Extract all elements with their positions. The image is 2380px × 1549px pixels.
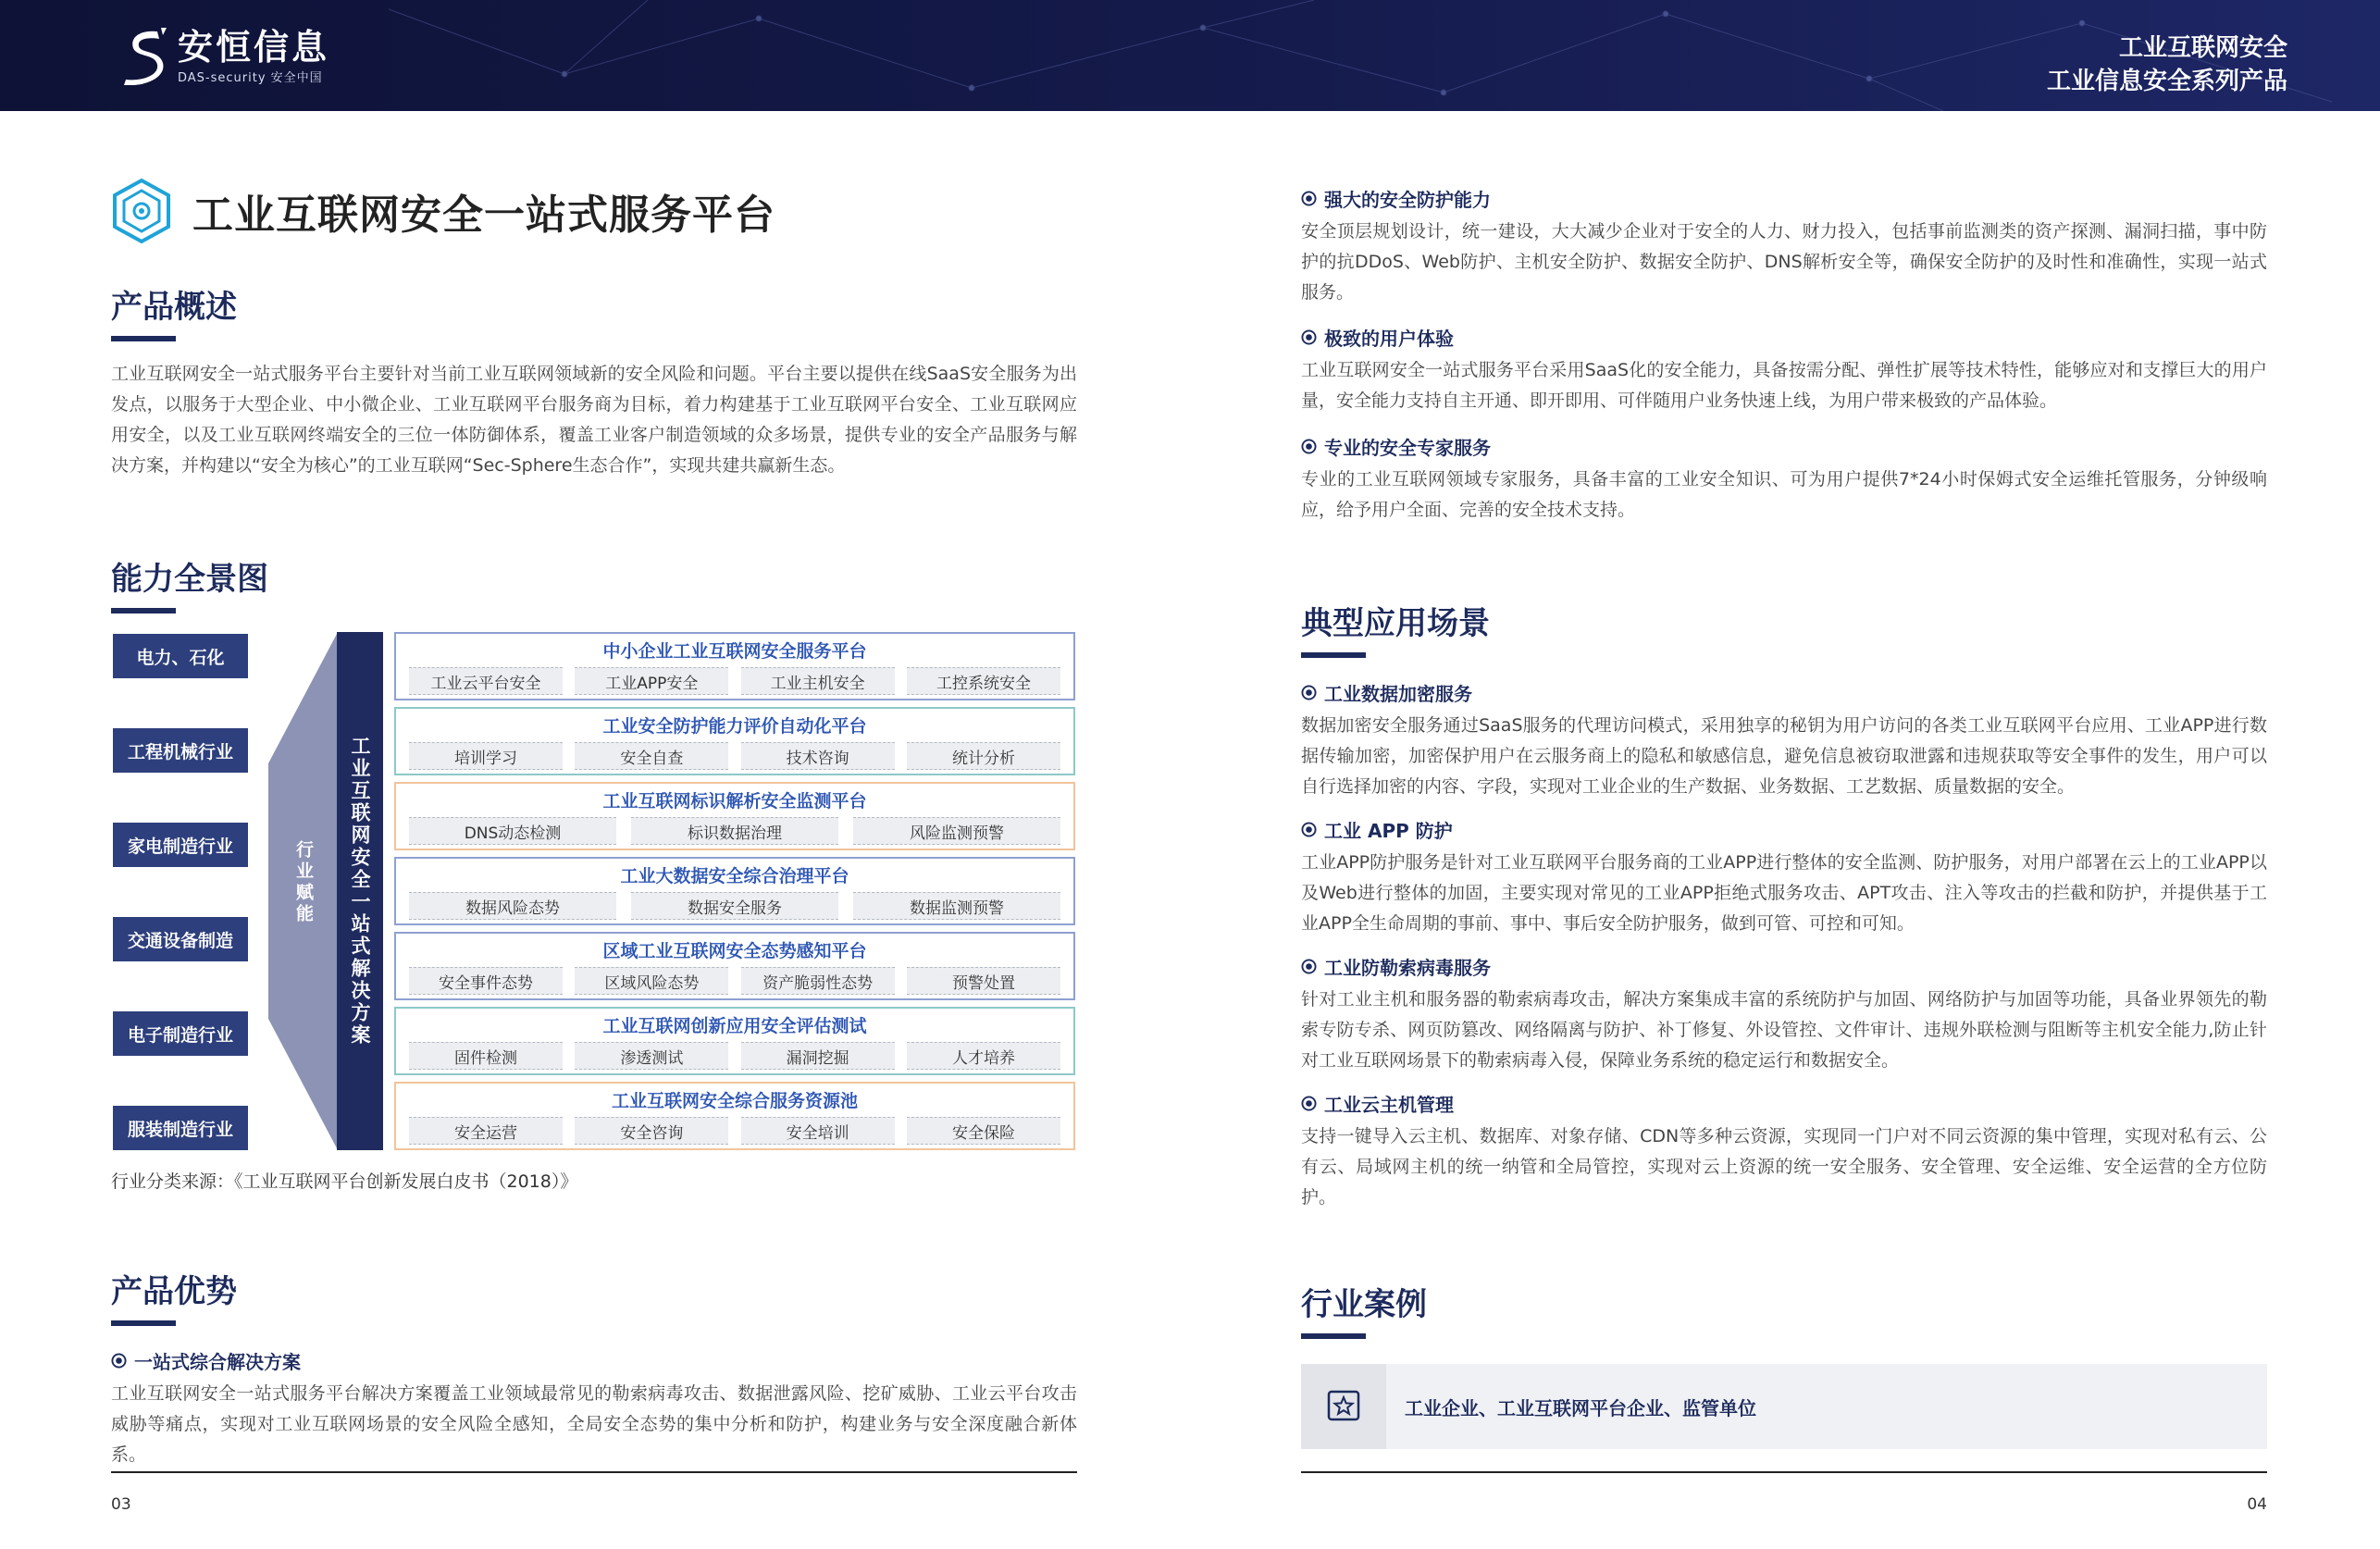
scenario-heading-text: 工业数据加密服务 [1324,683,1472,705]
platform-item: 渗透测试 [575,1042,728,1070]
platform-item: 技术咨询 [741,742,895,770]
target-bullet-icon [1301,439,1317,454]
platform-item: 工业主机安全 [741,667,895,695]
advantage-heading-text: 强大的安全防护能力 [1324,189,1491,211]
platform-item: 工控系统安全 [907,667,1060,695]
platform-item: 安全事件态势 [409,967,563,995]
platform-sme-security-service [394,632,1075,700]
scenario-app-protection-text: 工业APP防护服务是针对工业互联网平台服务商的工业APP进行整体的安全监测、防护服务，对用户部署在云上的工业APP以及Web进行整体的加固，主要实现对常见的工业APP拒绝式服务攻击、APT攻击、注入等攻击的拦截和防护，并提供基于工业APP全生命周期的事前、事中、事后安全防护服务，做到可管、可控和可知。 [1301,852,2267,934]
advantage-expert-text: 专业的工业互联网领域专家服务，具备丰富的工业安全知识、可为用户提供7*24小时保姆式安全运维托管服务，分钟级响应，给予用户全面、完善的安全技术支持。 [1301,469,2267,520]
network-background [0,0,2380,111]
case-box [1301,1364,2267,1449]
scenario-heading-text: 工业防勒索病毒服务 [1324,957,1491,979]
advantage-protection-text: 安全顶层规划设计，统一建设，大大减少企业对于安全的人力、财力投入，包括事前监测类的资产探测、漏洞扫描，事中防护的抗DDoS、Web防护、主机安全防护、数据安全防护、DNS解析安全等，确保安全防护的及时性和准确性，实现一站式服务。 [1301,221,2267,303]
capability-section-title: 能力全景图 [111,553,268,599]
platform-item: 培训学习 [409,742,563,770]
platform-item: 固件检测 [409,1042,563,1070]
target-bullet-icon [1301,191,1317,206]
platform-item: 数据监测预警 [853,892,1060,920]
platform-item: 风险监测预警 [853,817,1060,845]
header-series-title [2047,31,2287,98]
scenario-heading-text: 工业云主机管理 [1324,1094,1454,1116]
capability-diagram [111,632,1077,1261]
advantage-heading-text: 专业的安全专家服务 [1324,437,1491,459]
platform-item: 漏洞挖掘 [741,1042,895,1070]
cases-section-title: 行业案例 [1301,1279,1427,1324]
case-icon-box [1301,1364,1386,1449]
industry-appliance-manufacturing: 家电制造行业 [113,823,248,867]
page-number-right: 04 [2247,1495,2267,1514]
advantage-heading-protection [1301,185,1491,212]
platform-item: 安全运营 [409,1117,563,1145]
platform-big-data-governance [394,857,1075,925]
target-bullet-icon [1301,1096,1317,1111]
company-logo [120,26,329,85]
industry-apparel-manufacturing: 服装制造行业 [113,1106,248,1150]
platform-identifier-resolution [394,782,1075,850]
page-title-row [111,178,775,244]
scenario-cloud-host-text: 支持一键导入云主机、数据库、对象存储、CDN等多种云资源，实现同一门户对不同云资源的集中管理，实现对私有云、公有云、局域网主机的统一纳管和全局管控，实现对云上资源的统一安全服务、安全管理、安全运维、安全运营的全方位防护。 [1301,1126,2267,1208]
advantage-heading-experience [1301,324,1454,351]
case-text: 工业企业、工业互联网平台企业、监管单位 [1405,1396,1756,1419]
page-number-left: 03 [111,1495,131,1514]
target-bullet-icon [1301,822,1317,837]
advantage-heading-text: 极致的用户体验 [1324,328,1454,350]
solution-bar: 工业互联网安全一站式解决方案 [337,632,383,1150]
platform-item: 安全保险 [907,1117,1060,1145]
advantage-text: 工业互联网安全一站式服务平台解决方案覆盖工业领域最常见的勒索病毒攻击、数据泄露风险、挖矿威胁、工业云平台攻击威胁等痛点，实现对工业互联网场景的安全风险全感知，全局安全态势的集中分析和防护，构建业务与安全深度融合新体系。 [111,1383,1077,1465]
platform-title: 区域工业互联网安全态势感知平台 [602,941,867,961]
platform-service-resource-pool [394,1082,1075,1150]
scenario-heading-text: 工业 APP 防护 [1324,820,1453,842]
footer-divider [111,1471,1077,1473]
header-title-line2: 工业信息安全系列产品 [2046,68,2287,95]
industry-source-note: 行业分类来源：《工业互联网平台创新发展白皮书（2018）》 [111,1171,578,1192]
overview-text: 工业互联网安全一站式服务平台主要针对当前工业互联网领域新的安全风险和问题。平台主要以提供在线SaaS安全服务为出发点，以服务于大型企业、中小微企业、工业互联网平台服务商为目标，着力构建基于工业互联网平台安全、工业互联网应用安全，以及工业互联网终端安全的三位一体防御体系，覆盖工业客户制造领域的众多场景，提供专业的安全产品服务与解决方案，并构建以“安全为核心”的工业互联网“Sec-Sphere生态合作”，实现共建共赢新生态。 [111,364,1077,476]
scenario-heading-ransomware [1301,953,1491,980]
target-bullet-icon [111,1353,127,1369]
scenarios-section-title: 典型应用场景 [1301,598,1490,643]
platform-item: 工业云平台安全 [409,667,563,695]
scenario-heading-app-protection [1301,816,1453,843]
platform-item: 标识数据治理 [631,817,838,845]
advantage-subheading [111,1347,301,1374]
industry-transport-equipment: 交通设备制造 [113,917,248,961]
platform-innovation-testing [394,1007,1075,1075]
target-bullet-icon [1301,329,1317,345]
platform-situational-awareness [394,932,1075,1000]
scenario-encryption-text: 数据加密安全服务通过SaaS服务的代理访问模式，采用独享的秘钥为用户访问的各类工业互联网平台应用、工业APP进行数据传输加密，加密保护用户在云服务商上的隐私和敏感信息，避免信息被窃取泄露和违规获取等安全事件的发生，用户可以自行选择加密的内容、字段，实现对工业企业的生产数据、业务数据、工艺数据、质量数据的安全。 [1301,715,2267,797]
platform-item: 安全咨询 [575,1117,728,1145]
logo-mark-icon [120,26,168,85]
platform-item: 数据风险态势 [409,892,616,920]
advantage-heading-expert [1301,433,1491,460]
target-bullet-icon [1301,685,1317,700]
page-title: 工业互联网安全一站式服务平台 [192,192,775,239]
platform-title: 工业大数据安全综合治理平台 [620,866,849,886]
industry-engineering-machinery: 工程机械行业 [113,728,248,773]
logo-cn-text: 安恒信息 [178,26,330,68]
empowerment-label: 行业赋能 [293,840,314,925]
industry-power-petrochem: 电力、石化 [113,634,248,678]
platform-item: 数据安全服务 [631,892,838,920]
header-title-line1: 工业互联网安全 [2118,34,2287,62]
industry-electronics-manufacturing: 电子制造行业 [113,1011,248,1056]
scenario-heading-cloud-host [1301,1090,1454,1117]
platform-title: 工业互联网创新应用安全评估测试 [602,1016,867,1036]
platform-title: 工业互联网安全综合服务资源池 [611,1091,858,1111]
platform-item: 资产脆弱性态势 [741,967,895,995]
platform-title: 中小企业工业互联网安全服务平台 [602,641,867,662]
advantage-section-title: 产品优势 [111,1266,237,1311]
platform-item: 人才培养 [907,1042,1060,1070]
scenario-heading-encryption [1301,679,1472,706]
page-header [0,0,2380,111]
scenario-ransomware-text: 针对工业主机和服务器的勒索病毒攻击，解决方案集成丰富的系统防护与加固、网络防护与加固等功能，具备业界领先的勒索专防专杀、网页防篡改、网络隔离与防护、补丁修复、外设管控、文件审计、违规外联检测与阻断等主机安全能力,防止针对工业互联网场景下的勒索病毒入侵，保障业务系统的稳定运行和数据安全。 [1301,989,2267,1071]
platform-item: DNS动态检测 [409,817,616,845]
platform-item: 统计分析 [907,742,1060,770]
advantage-experience-text: 工业互联网安全一站式服务平台采用SaaS化的安全能力，具备按需分配、弹性扩展等技术特性，能够应对和支撑巨大的用户量，安全能力支持自主开通、即开即用、可伴随用户业务快速上线，为用户带来极致的产品体验。 [1301,360,2267,411]
platform-item: 预警处置 [907,967,1060,995]
platform-title: 工业安全防护能力评价自动化平台 [602,716,867,737]
target-bullet-icon [1301,959,1317,974]
platform-item: 工业APP安全 [575,667,728,695]
footer-divider [1301,1471,2267,1473]
platform-protection-evaluation [394,707,1075,775]
platform-item: 安全培训 [741,1117,895,1145]
overview-section-title: 产品概述 [111,281,237,327]
advantage-subheading-text: 一站式综合解决方案 [134,1351,301,1373]
platform-item: 区域风险态势 [575,967,728,995]
platform-item: 安全自查 [575,742,728,770]
logo-en-text: DAS-security 安全中国 [178,70,323,85]
platform-title: 工业互联网标识解析安全监测平台 [602,791,867,812]
hexagon-platform-icon [111,178,172,244]
star-badge-icon [1325,1388,1362,1425]
